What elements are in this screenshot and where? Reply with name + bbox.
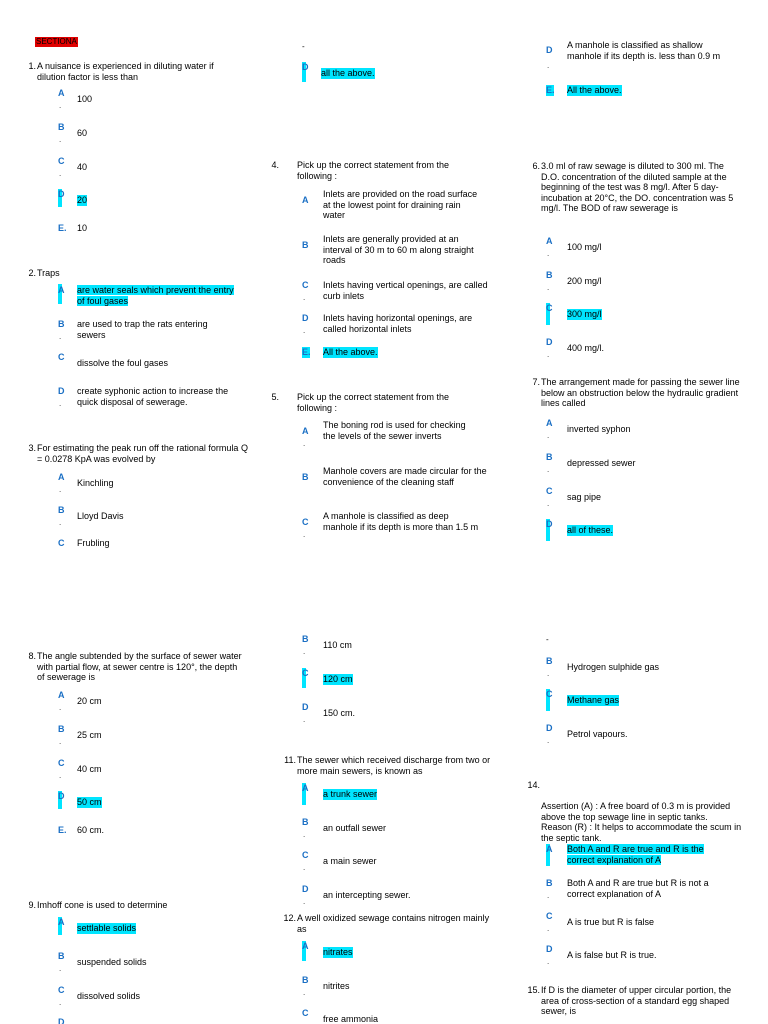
question-3 <box>18 443 248 464</box>
option-letter: B <box>302 817 309 827</box>
option-letter: D <box>302 62 309 72</box>
option-letter: C <box>302 280 309 290</box>
option-text: 150 cm. <box>323 708 356 718</box>
option-letter: D <box>302 313 309 323</box>
option-letter: B <box>58 319 65 329</box>
question-8 <box>18 651 243 683</box>
option-text: 100 mg/l <box>567 242 602 252</box>
option-letter: B <box>302 240 309 250</box>
option-text: Inlets having horizontal openings, are called horizontal inlets <box>323 313 473 334</box>
option-text: dissolved solids <box>77 991 141 1001</box>
option-text: Hydrogen sulphide gas <box>567 662 660 672</box>
question-11 <box>261 755 491 776</box>
option-letter: D <box>546 337 553 347</box>
option-text: A is true but R is false <box>567 917 655 927</box>
section-label: SECTIONA <box>36 37 77 46</box>
option-text: 40 <box>77 162 88 172</box>
option-text: The boning rod is used for checking the levels of the sewer inverts <box>323 420 466 441</box>
option-text: Lloyd Davis <box>77 511 124 521</box>
question-number: 1. <box>28 61 36 71</box>
option-letter: A <box>302 783 309 793</box>
option-text: Inlets are generally provided at an interval of 30 m to 60 m along straight roads <box>323 234 474 266</box>
option-text: sag pipe <box>567 492 602 502</box>
question-text: A nuisance is experienced in diluting water if dilution factor is less than <box>37 61 214 82</box>
question-text: The angle subtended by the surface of sewer water with partial flow, at sewer centre is 120°, the depth of sewerage is <box>37 651 242 683</box>
option-text: nitrites <box>323 981 350 991</box>
option-text: 100 <box>77 94 93 104</box>
continuation-dot: - <box>302 42 305 51</box>
option-letter: B <box>546 878 553 888</box>
option-text: inverted syphon <box>567 424 631 434</box>
question-number: 15. <box>527 985 540 995</box>
option-letter: A <box>58 917 65 927</box>
option-text: Inlets are provided on the road surface at the lowest point for draining rain water <box>323 189 478 221</box>
option-text: Both A and R are true but R is not a correct explanation of A <box>567 878 709 899</box>
question-text: Traps <box>37 268 60 278</box>
question-text: Assertion (A) : A free board of 0.3 m is provided above the top sewage line in septic tanks. Reason (R) : It helps to accommodate the scum in the septic tank. <box>541 801 742 843</box>
question-number: 6. <box>532 161 540 171</box>
option-letter: A <box>58 285 65 295</box>
question-number: 8. <box>28 651 36 661</box>
option-letter: C <box>58 352 65 362</box>
question-5 <box>261 392 486 413</box>
option-letter: A <box>58 88 65 98</box>
option-letter: B <box>546 656 553 666</box>
option-text: free ammonia <box>323 1014 379 1024</box>
option-letter: A <box>546 236 553 246</box>
question-text: The sewer which received discharge from two or more main sewers, is known as <box>297 755 491 776</box>
option-text: A is false but R is true. <box>567 950 657 960</box>
question-number: 2. <box>28 268 36 278</box>
option-text: settlable solids <box>77 923 137 933</box>
question-1 <box>18 61 243 82</box>
option-letter: D <box>58 1017 65 1024</box>
option-text: a trunk sewer <box>323 789 378 799</box>
option-text: dissolve the foul gases <box>77 358 169 368</box>
question-number: 12. <box>283 913 296 923</box>
option-text: All the above. <box>323 347 378 357</box>
option-letter: B <box>302 472 309 482</box>
option-text: 120 cm <box>323 674 353 684</box>
option-letter: D <box>546 944 553 954</box>
question-7 <box>505 377 740 409</box>
option-letter: D <box>546 519 553 529</box>
option-text: create syphonic action to increase the quick disposal of sewerage. <box>77 386 229 407</box>
option-letter: D <box>302 702 309 712</box>
question-15 <box>505 985 740 1017</box>
option-text: are used to trap the rats entering sewers <box>77 319 208 340</box>
option-letter: B <box>58 951 65 961</box>
option-letter: C <box>302 1008 309 1018</box>
option-letter: B <box>302 975 309 985</box>
option-letter: E. <box>302 347 311 357</box>
question-2 <box>18 268 243 279</box>
question-text: For estimating the peak run off the rational formula Q = 0.0278 KpA was evolved by <box>37 443 248 464</box>
question-number: 7. <box>532 377 540 387</box>
option-text: A manhole is classified as shallow manhole if its depth is. less than 0.9 m <box>567 40 721 61</box>
option-letter: A <box>546 844 553 854</box>
question-9 <box>18 900 243 911</box>
option-letter: C <box>58 538 65 548</box>
option-text: an outfall sewer <box>323 823 387 833</box>
option-letter: B <box>58 724 65 734</box>
option-letter: E. <box>58 825 67 835</box>
option-text: 110 cm <box>323 640 352 650</box>
option-text: Inlets having vertical openings, are called curb inlets <box>323 280 488 301</box>
option-letter: C <box>546 486 553 496</box>
option-letter: A <box>58 690 65 700</box>
option-text: an intercepting sewer. <box>323 890 411 900</box>
option-text: Frubling <box>77 538 110 548</box>
question-6 <box>505 161 735 214</box>
option-text: 60 <box>77 128 88 138</box>
option-letter: C <box>58 758 65 768</box>
question-12 <box>261 913 491 934</box>
option-letter: B <box>58 505 65 515</box>
option-text: a main sewer <box>323 856 377 866</box>
option-letter: E. <box>58 223 67 233</box>
option-text: are water seals which prevent the entry of foul gases <box>77 285 234 306</box>
option-text: 400 mg/l. <box>567 343 605 353</box>
option-text: 20 <box>77 195 88 205</box>
question-text: A well oxidized sewage contains nitrogen mainly as <box>297 913 490 934</box>
option-text: nitrates <box>323 947 353 957</box>
option-text: 20 cm <box>77 696 102 706</box>
question-number: 9. <box>28 900 36 910</box>
option-letter: A <box>58 472 65 482</box>
question-number: 4. <box>271 160 279 170</box>
option-text: suspended solids <box>77 957 147 967</box>
option-letter: C <box>302 850 309 860</box>
question-text: Pick up the correct statement from the following : <box>297 160 450 181</box>
option-letter: D <box>546 723 553 733</box>
option-text: 50 cm <box>77 797 102 807</box>
option-text: Petrol vapours. <box>567 729 628 739</box>
option-text: Kinchling <box>77 478 114 488</box>
option-letter: A <box>302 941 309 951</box>
option-text: A manhole is classified as deep manhole if its depth is more than 1.5 m <box>323 511 479 532</box>
continuation-dot: - <box>546 635 549 644</box>
option-letter: C <box>546 303 553 313</box>
question-text: The arrangement made for passing the sewer line below an obstruction below the hydraulic gradient lines called <box>541 377 740 409</box>
question-text: Pick up the correct statement from the following : <box>297 392 450 413</box>
option-letter: C <box>546 689 553 699</box>
option-text: 300 mg/l <box>567 309 602 319</box>
option-text: all the above. <box>321 68 375 78</box>
question-number: 3. <box>28 443 36 453</box>
option-text: 10 <box>77 223 88 233</box>
option-letter: A <box>546 418 553 428</box>
question-text: 3.0 ml of raw sewage is diluted to 300 ml. The D.O. concentration of the diluted sample at the beginning of the test was 8 mg/l. After 5 day-incubation at 20°C, the DO. concentration was 5 mg/l. The BOD of raw sewerage is <box>541 161 734 214</box>
option-letter: D <box>546 45 553 55</box>
option-letter: A <box>302 195 309 205</box>
option-text: all of these. <box>567 525 614 535</box>
option-letter: C <box>58 156 65 166</box>
option-text: 25 cm <box>77 730 102 740</box>
question-4 <box>261 160 486 181</box>
question-number: 11. <box>284 755 296 765</box>
option-letter: C <box>302 517 309 527</box>
option-text: 60 cm. <box>77 825 105 835</box>
option-letter: A <box>302 426 309 436</box>
option-letter: C <box>302 668 309 678</box>
option-text: 40 cm <box>77 764 102 774</box>
option-letter: E. <box>546 85 555 95</box>
question-number: 14. <box>527 780 540 790</box>
option-text: 200 mg/l <box>567 276 602 286</box>
question-text: If D is the diameter of upper circular portion, the area of cross-section of a standard egg shaped sewer, is <box>541 985 732 1017</box>
option-letter: D <box>302 884 309 894</box>
option-letter: B <box>302 634 309 644</box>
option-text: depressed sewer <box>567 458 636 468</box>
option-text: Manhole covers are made circular for the convenience of the cleaning staff <box>323 466 487 487</box>
option-letter: D <box>58 189 65 199</box>
option-text: Both A and R are true and R is the correct explanation of A <box>567 844 704 865</box>
question-number: 5. <box>271 392 279 402</box>
option-text: All the above. <box>567 85 622 95</box>
option-letter: C <box>58 985 65 995</box>
option-letter: C <box>546 911 553 921</box>
option-text: Methane gas <box>567 695 620 705</box>
option-letter: B <box>58 122 65 132</box>
option-letter: D <box>58 386 65 396</box>
option-letter: B <box>546 452 553 462</box>
option-letter: D <box>58 791 65 801</box>
option-letter: B <box>546 270 553 280</box>
question-text: Imhoff cone is used to determine <box>37 900 168 910</box>
